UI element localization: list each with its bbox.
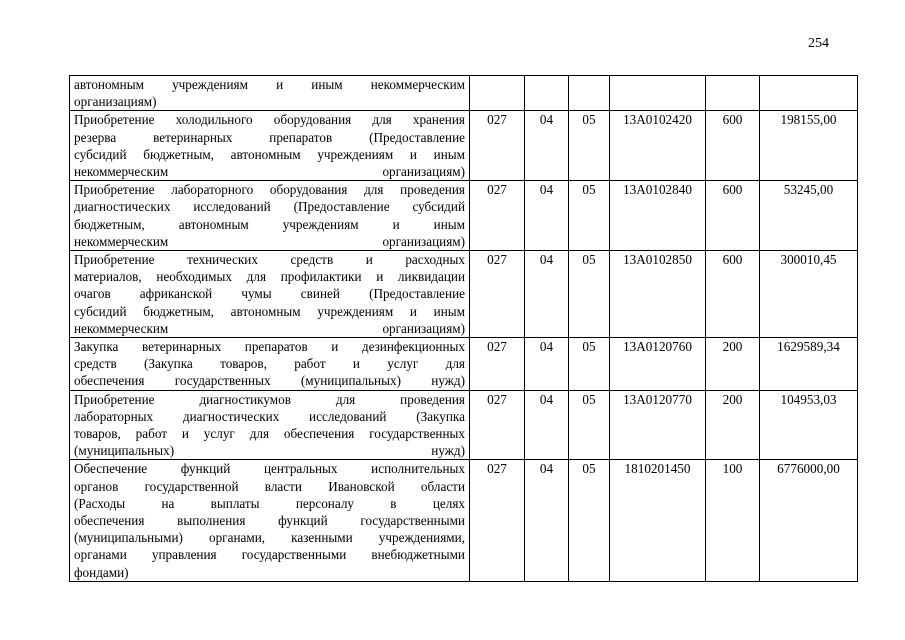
target-article-cell	[610, 76, 706, 111]
description-line: бюджетным, автономным учреждениям и иным	[74, 216, 465, 232]
description-line: очагов африканской чумы свиней (Предоставление	[74, 286, 465, 302]
ministry-code-cell: 027	[470, 338, 525, 391]
description-line: (Расходы на выплаты персоналу в целях	[74, 495, 465, 511]
target-article-cell: 13А0120770	[610, 390, 706, 460]
target-article-cell: 13А0102840	[610, 181, 706, 251]
description-line: (муниципальных) нужд)	[74, 443, 465, 459]
ministry-code-cell: 027	[470, 181, 525, 251]
subsection-code-cell: 05	[569, 251, 610, 338]
description-cell	[70, 251, 470, 338]
amount-cell: 53245,00	[760, 181, 858, 251]
subsection-code-cell: 05	[569, 460, 610, 581]
description-line: обеспечения выполнения функций государственными	[74, 513, 465, 529]
description-line: (муниципальными) органами, казенными учреждениями,	[74, 530, 465, 546]
expense-type-cell: 100	[706, 460, 760, 581]
expense-type-cell: 200	[706, 338, 760, 391]
table-row	[70, 111, 858, 181]
table-row	[70, 76, 858, 111]
subsection-code-cell: 05	[569, 390, 610, 460]
subsection-code-cell: 05	[569, 181, 610, 251]
description-line: Приобретение диагностикумов для проведения	[74, 391, 465, 407]
section-code-cell: 04	[525, 390, 569, 460]
description-line: органами управления государственными внебюджетными	[74, 547, 465, 563]
expense-type-cell	[706, 76, 760, 111]
section-code-cell: 04	[525, 460, 569, 581]
table-row	[70, 338, 858, 391]
description-line: лабораторных диагностических исследований (Закупка	[74, 408, 465, 424]
target-article-cell: 13А0120760	[610, 338, 706, 391]
subsection-code-cell: 05	[569, 111, 610, 181]
description-line: средств (Закупка товаров, работ и услуг для	[74, 356, 465, 372]
target-article-cell: 13А0102850	[610, 251, 706, 338]
description-line: субсидий бюджетным, автономным учреждениям и иным	[74, 303, 465, 319]
description-cell	[70, 460, 470, 581]
section-code-cell: 04	[525, 251, 569, 338]
description-cell	[70, 111, 470, 181]
ministry-code-cell: 027	[470, 111, 525, 181]
expense-type-cell: 600	[706, 251, 760, 338]
description-line: Приобретение холодильного оборудования для хранения	[74, 112, 465, 128]
description-line: фондами)	[74, 564, 129, 580]
description-line: некоммерческим организациям)	[74, 320, 465, 336]
description-line: Закупка ветеринарных препаратов и дезинфекционных	[74, 339, 465, 355]
amount-cell: 300010,45	[760, 251, 858, 338]
description-line: автономным учреждениям и иным некоммерческим	[74, 77, 465, 92]
description-line: материалов, необходимых для профилактики и ликвидации	[74, 269, 465, 285]
table-row	[70, 251, 858, 338]
section-code-cell: 04	[525, 181, 569, 251]
ministry-code-cell: 027	[470, 251, 525, 338]
subsection-code-cell: 05	[569, 338, 610, 391]
ministry-code-cell: 027	[470, 460, 525, 581]
table-row	[70, 181, 858, 251]
target-article-cell: 13А0102420	[610, 111, 706, 181]
description-line: Приобретение технических средств и расходных	[74, 252, 465, 268]
description-line: обеспечения государственных (муниципальных) нужд)	[74, 373, 465, 389]
description-cell	[70, 390, 470, 460]
table-row	[70, 460, 858, 581]
description-cell	[70, 338, 470, 391]
table-row	[70, 390, 858, 460]
expense-type-cell: 600	[706, 181, 760, 251]
description-line: организациям)	[74, 94, 157, 110]
section-code-cell: 04	[525, 111, 569, 181]
budget-table	[69, 75, 858, 582]
amount-cell: 198155,00	[760, 111, 858, 181]
description-line: Обеспечение функций центральных исполнительных	[74, 461, 465, 477]
section-code-cell: 04	[525, 338, 569, 391]
description-line: резерва ветеринарных препаратов (Предоставление	[74, 129, 465, 145]
amount-cell: 1629589,34	[760, 338, 858, 391]
description-line: некоммерческим организациям)	[74, 233, 465, 249]
section-code-cell	[525, 76, 569, 111]
description-line: товаров, работ и услуг для обеспечения государственных	[74, 426, 465, 442]
ministry-code-cell: 027	[470, 390, 525, 460]
target-article-cell: 1810201450	[610, 460, 706, 581]
page-number: 254	[808, 36, 829, 51]
description-line: Приобретение лабораторного оборудования для проведения	[74, 182, 465, 198]
amount-cell	[760, 76, 858, 111]
ministry-code-cell	[470, 76, 525, 111]
expense-type-cell: 200	[706, 390, 760, 460]
amount-cell: 104953,03	[760, 390, 858, 460]
expense-type-cell: 600	[706, 111, 760, 181]
amount-cell: 6776000,00	[760, 460, 858, 581]
description-line: диагностических исследований (Предоставление субсидий	[74, 199, 465, 215]
description-line: органов государственной власти Ивановской области	[74, 478, 465, 494]
description-cell	[70, 76, 470, 111]
description-line: некоммерческим организациям)	[74, 164, 465, 180]
description-cell	[70, 181, 470, 251]
subsection-code-cell	[569, 76, 610, 111]
description-line: субсидий бюджетным, автономным учреждениям и иным	[74, 146, 465, 162]
